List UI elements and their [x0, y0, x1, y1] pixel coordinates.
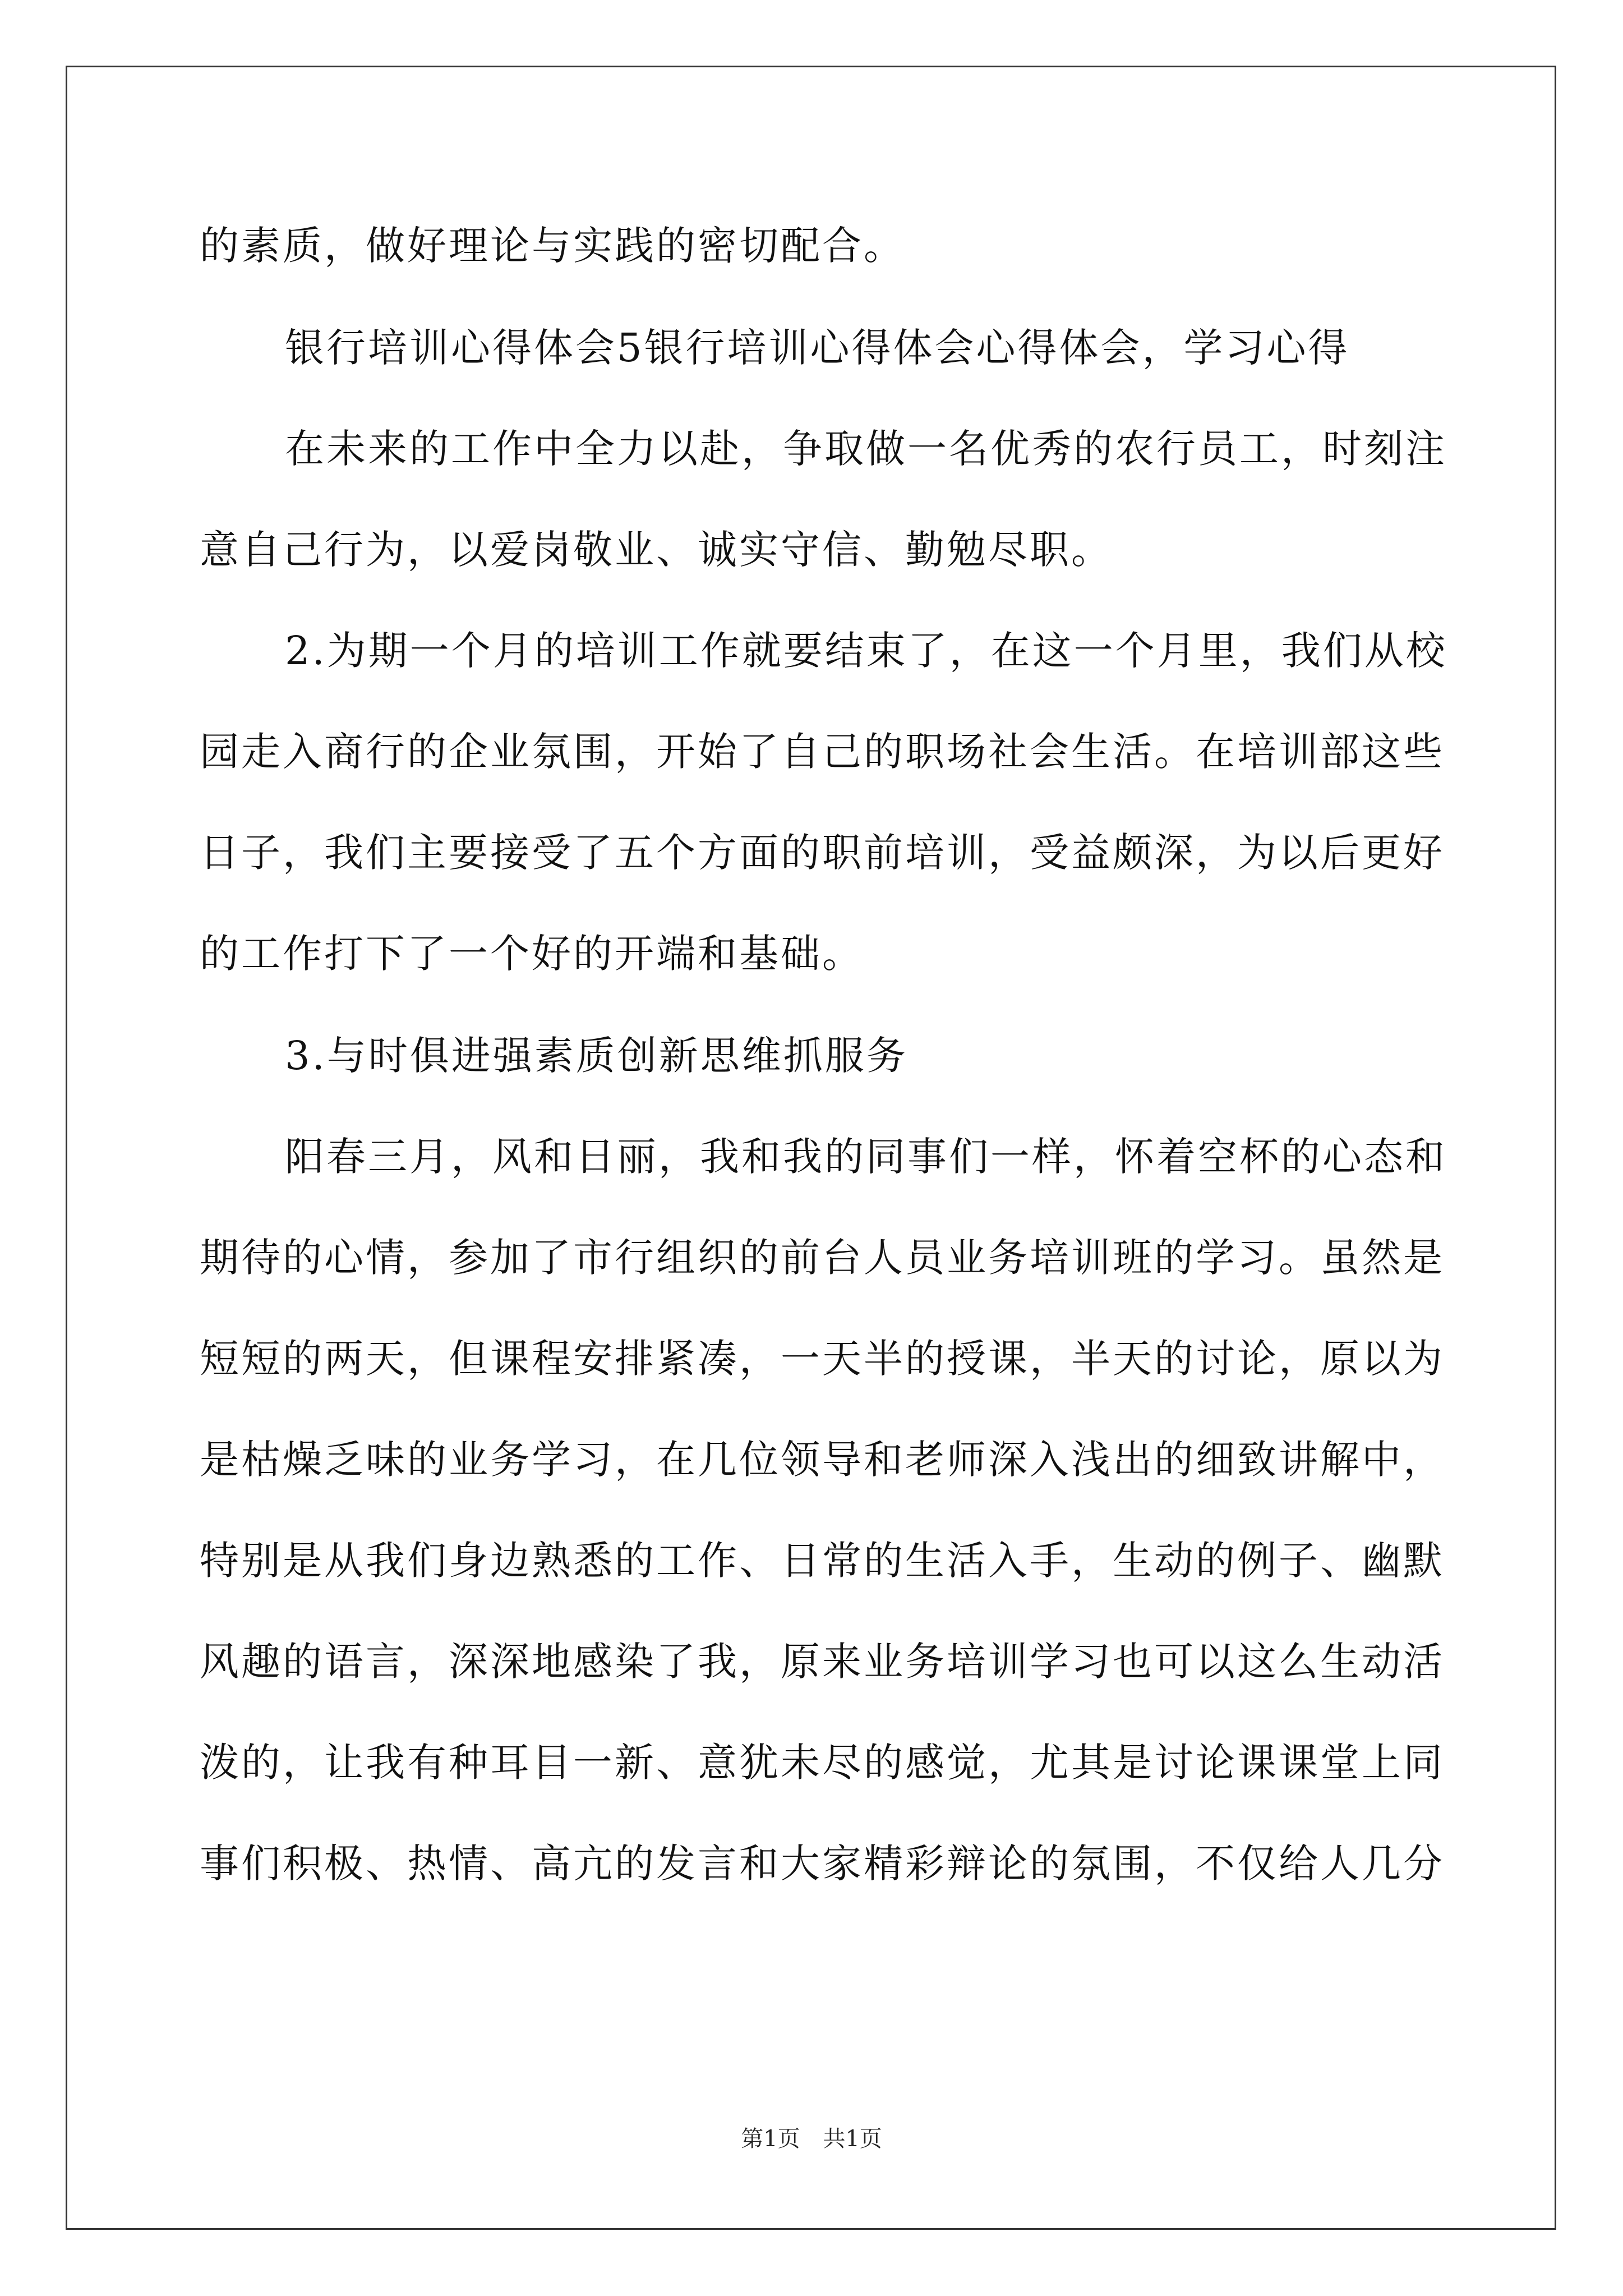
text-line: 泼的，让我有种耳目一新、意犹未尽的感觉，尤其是讨论课课堂上同: [200, 1740, 1445, 1786]
text-line: 短短的两天，但课程安排紧凑，一天半的授课，半天的讨论，原以为: [200, 1336, 1445, 1382]
text-line: 日子，我们主要接受了五个方面的职前培训，受益颇深，为以后更好: [200, 830, 1445, 876]
text-line: 2.为期一个月的培训工作就要结束了，在这一个月里，我们从校: [285, 628, 1447, 674]
text-line: 是枯燥乏味的业务学习，在几位领导和老师深入浅出的细致讲解中，: [200, 1437, 1445, 1483]
page-number-current: 第1页: [741, 2126, 800, 2152]
text-line: 意自己行为，以爱岗敬业、诚实守信、勤勉尽职。: [200, 527, 1113, 573]
text-line: 在未来的工作中全力以赴，争取做一名优秀的农行员工，时刻注: [285, 426, 1447, 472]
text-line: 3.与时俱进强素质创新思维抓服务: [285, 1033, 908, 1079]
text-line: 的工作打下了一个好的开端和基础。: [200, 931, 864, 977]
text-line: 风趣的语言，深深地感染了我，原来业务培训学习也可以这么生动活: [200, 1639, 1445, 1685]
text-line: 期待的心情，参加了市行组织的前台人员业务培训班的学习。虽然是: [200, 1235, 1445, 1281]
text-line: 的素质，做好理论与实践的密切配合。: [200, 223, 905, 269]
text-line: 特别是从我们身边熟悉的工作、日常的生活入手，生动的例子、幽默: [200, 1538, 1445, 1584]
page-number-total: 共1页: [823, 2126, 882, 2152]
text-line: 事们积极、热情、高亢的发言和大家精彩辩论的氛围，不仅给人几分: [200, 1841, 1445, 1887]
text-line: 银行培训心得体会5银行培训心得体会心得体会，学习心得: [285, 325, 1350, 371]
text-line: 阳春三月，风和日丽，我和我的同事们一样，怀着空杯的心态和: [285, 1134, 1447, 1180]
page-footer: [0, 2122, 1623, 2156]
text-line: 园走入商行的企业氛围，开始了自己的职场社会生活。在培训部这些: [200, 729, 1445, 775]
